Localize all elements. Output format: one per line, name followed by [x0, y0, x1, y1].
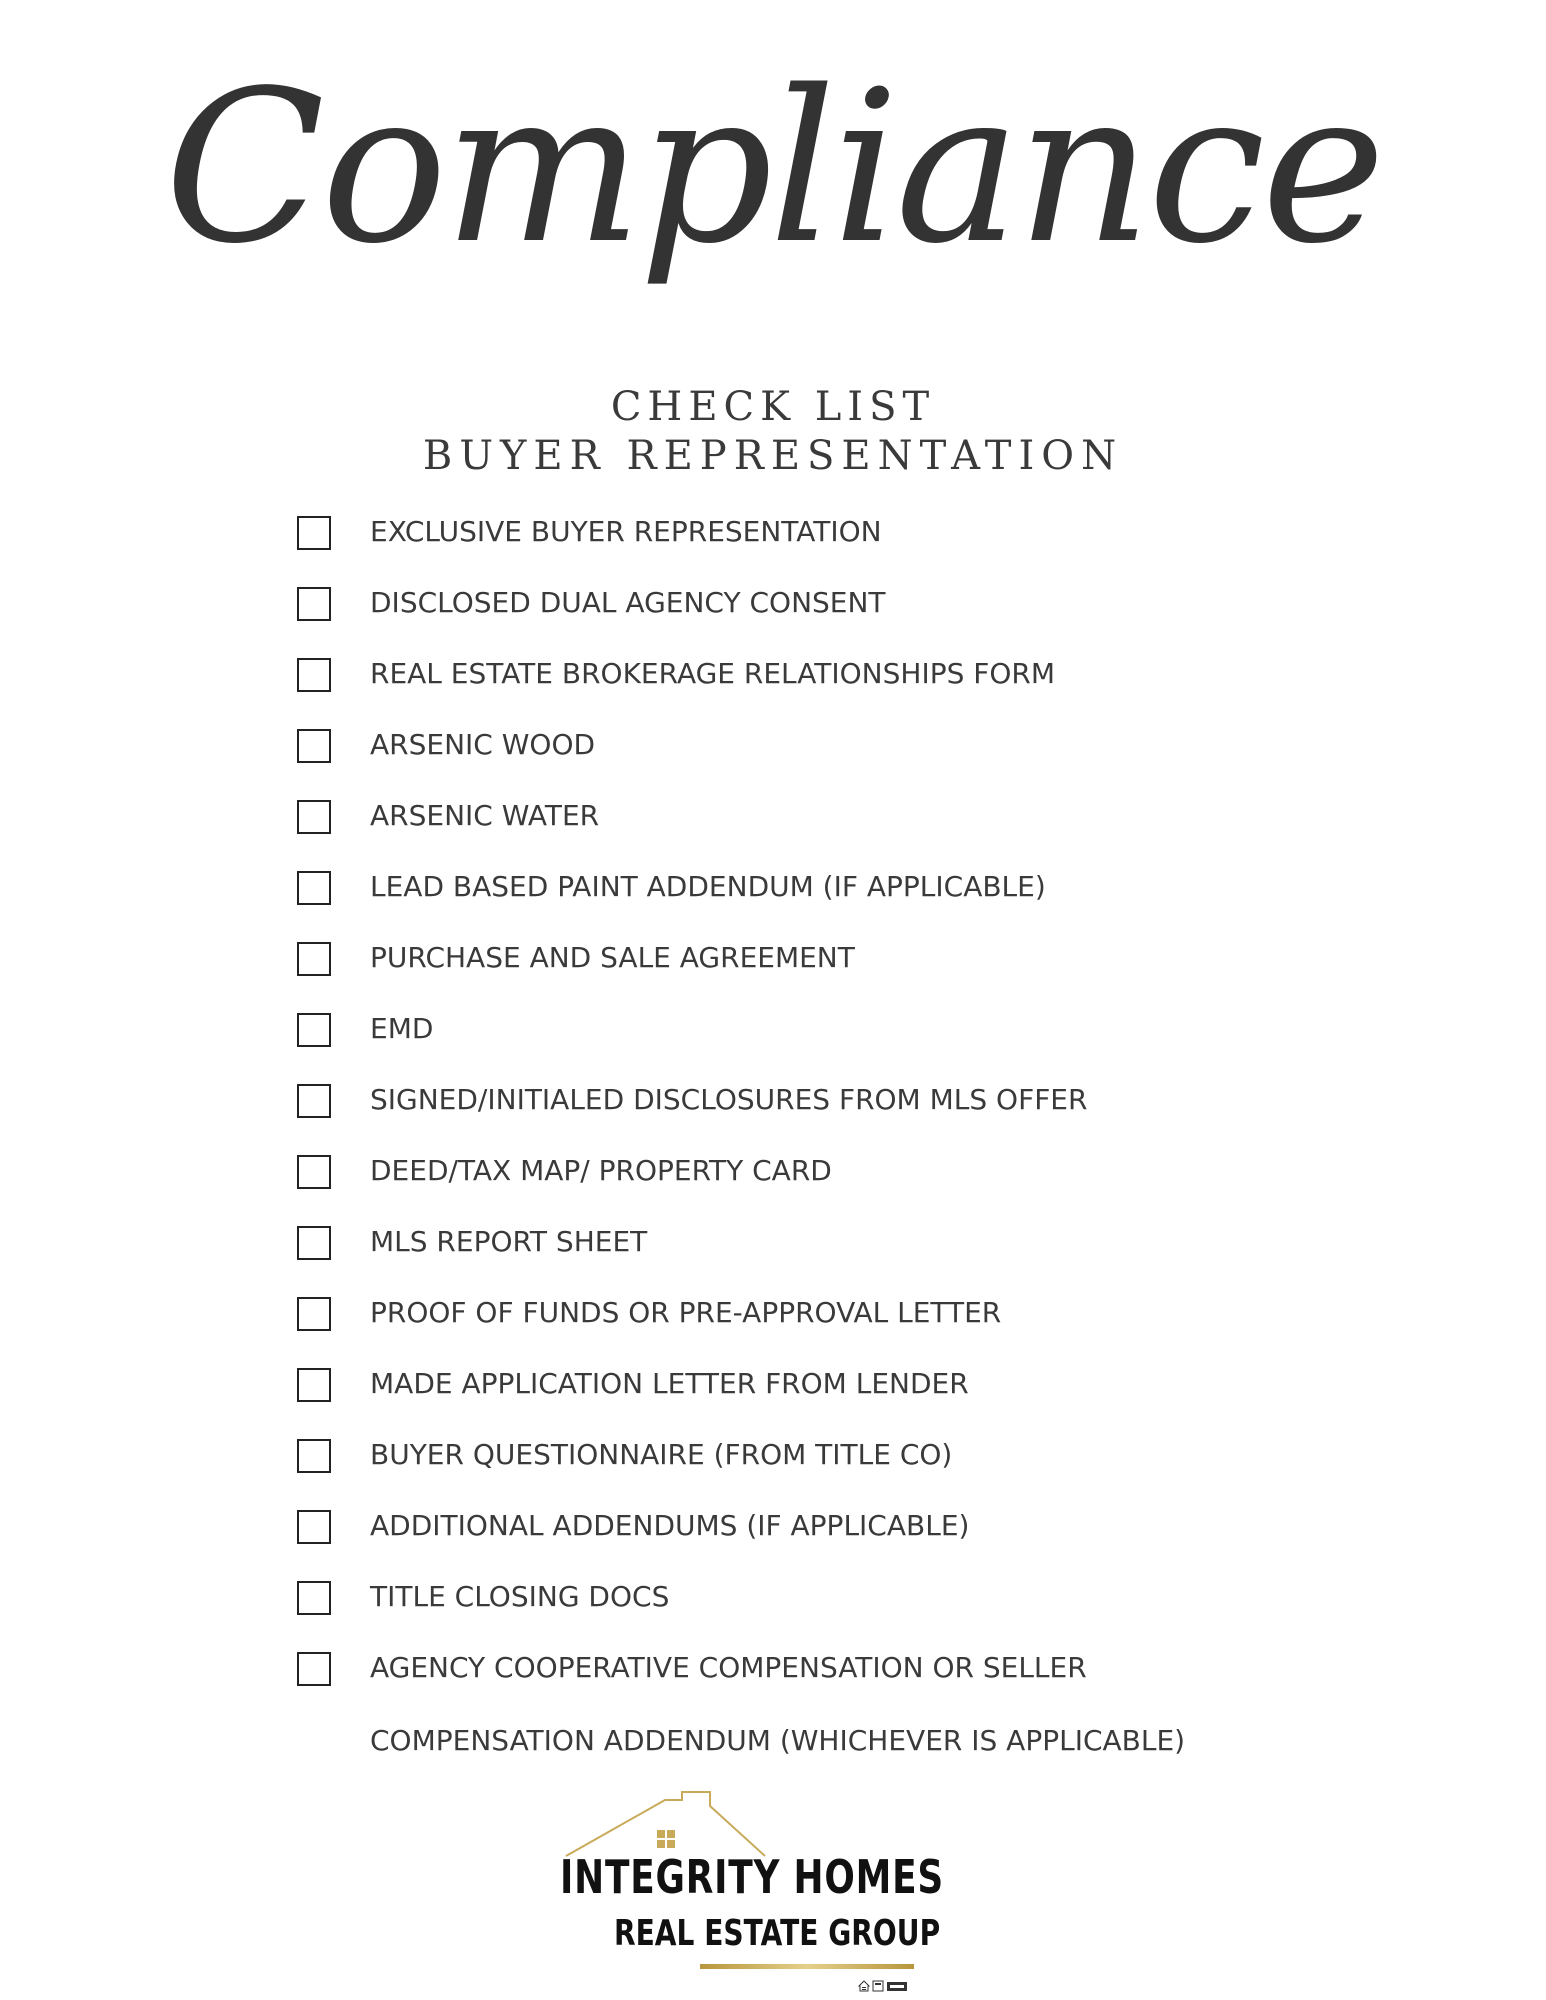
- checkbox[interactable]: [297, 658, 331, 692]
- checklist-item: [0, 1368, 1546, 1428]
- checklist-item-label: REAL ESTATE BROKERAGE RELATIONSHIPS FORM: [370, 657, 1056, 690]
- checkbox[interactable]: [297, 1155, 331, 1189]
- equal-housing-icon: [859, 1981, 869, 1991]
- checkbox[interactable]: [297, 800, 331, 834]
- checkbox[interactable]: [297, 729, 331, 763]
- checklist-item: [0, 800, 1546, 860]
- checklist-item: [0, 1013, 1546, 1073]
- page-title-text: Compliance: [164, 45, 1382, 290]
- checklist-item-label-continuation: COMPENSATION ADDENDUM (WHICHEVER IS APPLICABLE): [370, 1724, 1186, 1757]
- checklist-item: [0, 1439, 1546, 1499]
- company-logo: [0, 1790, 1546, 2000]
- checklist-item: [0, 1084, 1546, 1144]
- checkbox[interactable]: [297, 1510, 331, 1544]
- subtitle-buyer-representation: BUYER REPRESENTATION: [422, 433, 1124, 479]
- checklist-item-label: BUYER QUESTIONNAIRE (FROM TITLE CO): [370, 1438, 953, 1471]
- checklist-item: [0, 1297, 1546, 1357]
- footer-icons: [858, 1980, 908, 1992]
- checklist-item: [0, 1155, 1546, 1215]
- checklist-item-label: MLS REPORT SHEET: [370, 1225, 648, 1258]
- checklist-item-label: PROOF OF FUNDS OR PRE-APPROVAL LETTER: [370, 1296, 1002, 1329]
- realtor-icon: [873, 1981, 883, 1991]
- checklist-item-label: ARSENIC WOOD: [370, 728, 596, 761]
- checkbox[interactable]: [297, 587, 331, 621]
- checklist-item: [0, 729, 1546, 789]
- logo-name: INTEGRITY HOMES: [560, 1850, 945, 1904]
- checkbox[interactable]: [297, 1013, 331, 1047]
- checklist-item: [0, 587, 1546, 647]
- checklist-item: [0, 516, 1546, 576]
- checkbox[interactable]: [297, 516, 331, 550]
- checklist-item-label: DEED/TAX MAP/ PROPERTY CARD: [370, 1154, 832, 1187]
- checklist-item-label: PURCHASE AND SALE AGREEMENT: [370, 941, 855, 974]
- checkbox[interactable]: [297, 942, 331, 976]
- checklist-item: [0, 942, 1546, 1002]
- checkbox[interactable]: [297, 871, 331, 905]
- checklist-item-label: SIGNED/INITIALED DISCLOSURES FROM MLS OFFER: [370, 1083, 1088, 1116]
- checkbox[interactable]: [297, 1084, 331, 1118]
- checklist-item: [0, 658, 1546, 718]
- checklist-item-label: ADDITIONAL ADDENDUMS (IF APPLICABLE): [370, 1509, 970, 1542]
- checklist-item-label: TITLE CLOSING DOCS: [370, 1580, 670, 1613]
- checkbox[interactable]: [297, 1368, 331, 1402]
- checklist-item-label: EXCLUSIVE BUYER REPRESENTATION: [370, 515, 882, 548]
- checklist-item: [0, 871, 1546, 931]
- checkbox[interactable]: [297, 1439, 331, 1473]
- logo-tagline: REAL ESTATE GROUP: [614, 1913, 941, 1954]
- checklist-item-label: AGENCY COOPERATIVE COMPENSATION OR SELLER: [370, 1651, 1087, 1684]
- logo-underline: [700, 1964, 914, 1969]
- checklist-item-label: MADE APPLICATION LETTER FROM LENDER: [370, 1367, 969, 1400]
- checklist-item-label: EMD: [370, 1012, 434, 1045]
- checklist-item: [0, 1581, 1546, 1641]
- checklist-item-label: LEAD BASED PAINT ADDENDUM (IF APPLICABLE): [370, 870, 1046, 903]
- checklist-item: [0, 1510, 1546, 1570]
- checklist-item: [0, 1652, 1546, 1712]
- mls-icon: [887, 1982, 907, 1991]
- checklist-item: [0, 1226, 1546, 1286]
- checkbox[interactable]: [297, 1226, 331, 1260]
- checklist-item-label: DISCLOSED DUAL AGENCY CONSENT: [370, 586, 886, 619]
- subtitle-check-list: CHECK LIST: [610, 384, 936, 430]
- checkbox[interactable]: [297, 1652, 331, 1686]
- checklist-item-label: ARSENIC WATER: [370, 799, 600, 832]
- checkbox[interactable]: [297, 1581, 331, 1615]
- checkbox[interactable]: [297, 1297, 331, 1331]
